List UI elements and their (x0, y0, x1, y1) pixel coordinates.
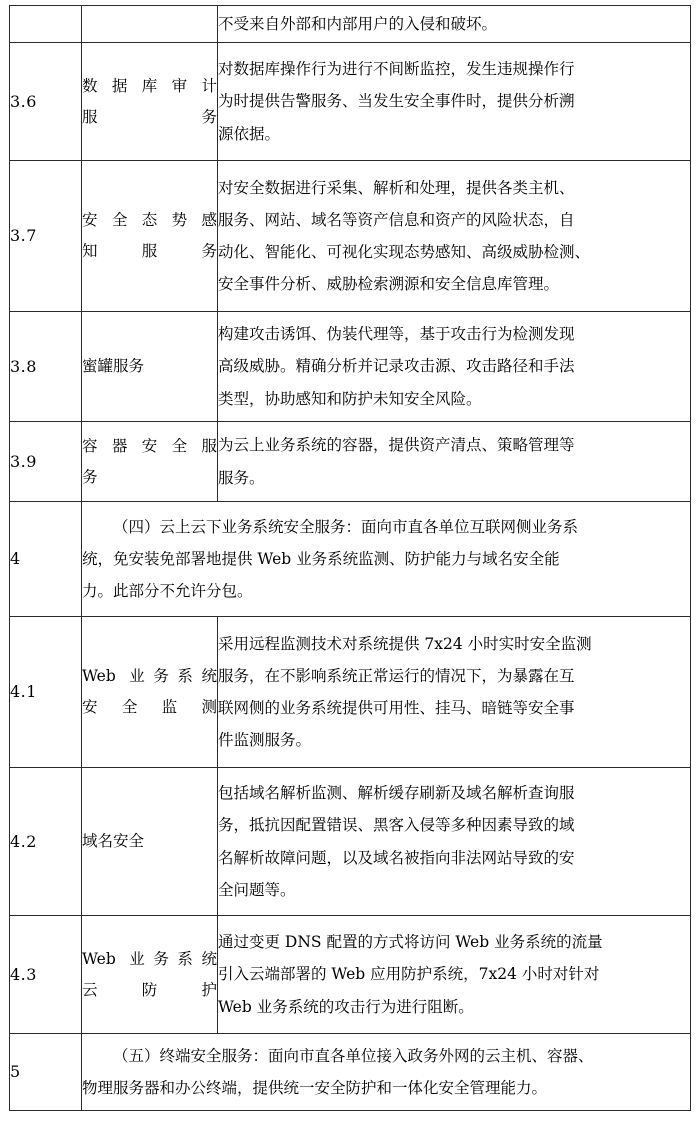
row-name-line: 知服务 (82, 242, 217, 260)
row-number: 4.2 (10, 831, 37, 851)
desc-line: 类型，协助感知和防护未知安全风险。 (218, 389, 482, 408)
desc-line: 联网侧的业务系统提供可用性、挂马、暗链等安全事 (218, 699, 575, 717)
desc-line: 采用远程监测技术对系统提供 7x24 小时实时安全监测 (218, 634, 592, 653)
row-number-cell (10, 422, 82, 502)
row-name-cell (82, 768, 218, 916)
desc-line: 引入云端部署的 Web 应用防护系统，7x24 小时对针对 (218, 965, 600, 984)
row-number: 3.8 (10, 356, 37, 376)
row-name-line: 蜜罐服务 (82, 357, 145, 375)
desc-line: （五）终端安全服务：面向市直各单位接入政务外网的云主机、容器、 (113, 1046, 594, 1065)
row-number-cell (10, 43, 82, 161)
desc-line: 物理服务器和办公终端，提供统一安全防护和一体化安全管理能力。 (82, 1079, 548, 1097)
row-number-cell (10, 312, 82, 422)
table-row (10, 422, 691, 502)
row-name-line: Web 业务系统 (82, 949, 217, 968)
row-description-cell (218, 422, 691, 502)
table-row (10, 768, 691, 916)
desc-line: 服务，在不影响系统正常运行的情况下，为暴露在互 (218, 666, 575, 685)
row-number: 4 (10, 549, 21, 569)
row-number: 3.6 (10, 91, 37, 111)
row-description-cell (218, 617, 691, 768)
row-number: 3.9 (10, 451, 37, 471)
row-number: 3.7 (10, 226, 37, 246)
row-name-cell (82, 6, 218, 43)
row-number: 5 (10, 1062, 21, 1082)
table-row (10, 1034, 691, 1111)
table-row (10, 502, 691, 617)
desc-line: 为时提供告警服务、当发生安全事件时，提供分析溯 (218, 92, 575, 111)
desc-line: 安全事件分析、威胁检索溯源和安全信息库管理。 (218, 275, 560, 294)
desc-line: （四）云上云下业务系统安全服务：面向市直各单位互联网侧业务系 (113, 517, 579, 536)
row-description-cell (218, 6, 691, 43)
row-description-cell (218, 312, 691, 422)
table-row (10, 161, 691, 312)
desc-line: 统，免安装免部署地提供 Web 业务系统监测、防护能力与域名安全能 (82, 549, 560, 568)
desc-line: 服务。 (218, 468, 265, 487)
row-description-cell (218, 768, 691, 916)
row-name-cell (82, 43, 218, 161)
row-name-line: 安全监测 (82, 698, 217, 716)
row-name-line: 服务 (82, 107, 217, 126)
row-name-line: 务 (82, 467, 98, 486)
desc-line: 件监测服务。 (218, 731, 312, 750)
row-name-line: 安全态势感 (82, 211, 217, 229)
desc-line: 包括域名解析监测、解析缓存刷新及域名解析查询服 (218, 784, 575, 803)
desc-line: 对安全数据进行采集、解析和处理，提供各类主机、 (218, 178, 575, 197)
desc-line: 力。此部分不允许分包。 (82, 582, 253, 601)
row-name-line: 域名安全 (82, 832, 145, 850)
desc-line: 务，抵抗因配置错误、黑客入侵等多种因素导致的域 (218, 816, 575, 835)
row-number: 4.1 (10, 682, 37, 702)
row-description-cell (218, 43, 691, 161)
row-number-cell (10, 617, 82, 768)
table-body (10, 6, 691, 1111)
desc-line: 构建攻击诱饵、伪装代理等，基于攻击行为检测发现 (218, 325, 575, 344)
row-number-cell (10, 502, 82, 617)
row-name-line: 容器安全服 (82, 436, 217, 455)
desc-line: Web 业务系统的攻击行为进行阻断。 (218, 997, 474, 1016)
row-description-cell (218, 161, 691, 312)
row-description-cell (218, 916, 691, 1034)
desc-line: 动化、智能化、可视化实现态势感知、高级威胁检测、 (218, 243, 591, 261)
row-name-cell (82, 161, 218, 312)
desc-line: 对数据库操作行为进行不间断监控，发生违规操作行 (218, 60, 575, 79)
row-number-cell (10, 161, 82, 312)
desc-line: 名解析故障问题，以及域名被指向非法网站导致的安 (218, 848, 575, 867)
row-name-cell (82, 422, 218, 502)
services-table (9, 5, 691, 1111)
row-name-cell (82, 916, 218, 1034)
row-name-line: 云防护 (82, 980, 217, 999)
table-row (10, 6, 691, 43)
row-description-cell-merged (82, 502, 691, 617)
row-name-line: Web 业务系统 (82, 667, 217, 685)
row-name-line: 数据库审计 (82, 76, 217, 95)
desc-line: 不受来自外部和内部用户的入侵和破坏。 (218, 14, 498, 33)
row-name-cell (82, 312, 218, 422)
desc-line: 高级威胁。精确分析并记录攻击源、攻击路径和手法 (218, 357, 575, 376)
desc-line: 为云上业务系统的容器，提供资产清点、策略管理等 (218, 436, 575, 455)
row-number: 4.3 (10, 964, 37, 984)
row-number-cell (10, 768, 82, 916)
row-description-cell-merged (82, 1034, 691, 1111)
desc-line: 全问题等。 (218, 880, 296, 899)
table-row (10, 312, 691, 422)
row-number-cell (10, 6, 82, 43)
table-row (10, 617, 691, 768)
desc-line: 服务、网站、域名等资产信息和资产的风险状态，自 (218, 210, 575, 229)
row-number-cell (10, 1034, 82, 1111)
table-row (10, 916, 691, 1034)
table-row (10, 43, 691, 161)
row-name-cell (82, 617, 218, 768)
desc-line: 源依据。 (218, 124, 281, 143)
row-number-cell (10, 916, 82, 1034)
desc-line: 通过变更 DNS 配置的方式将访问 Web 业务系统的流量 (218, 933, 603, 952)
